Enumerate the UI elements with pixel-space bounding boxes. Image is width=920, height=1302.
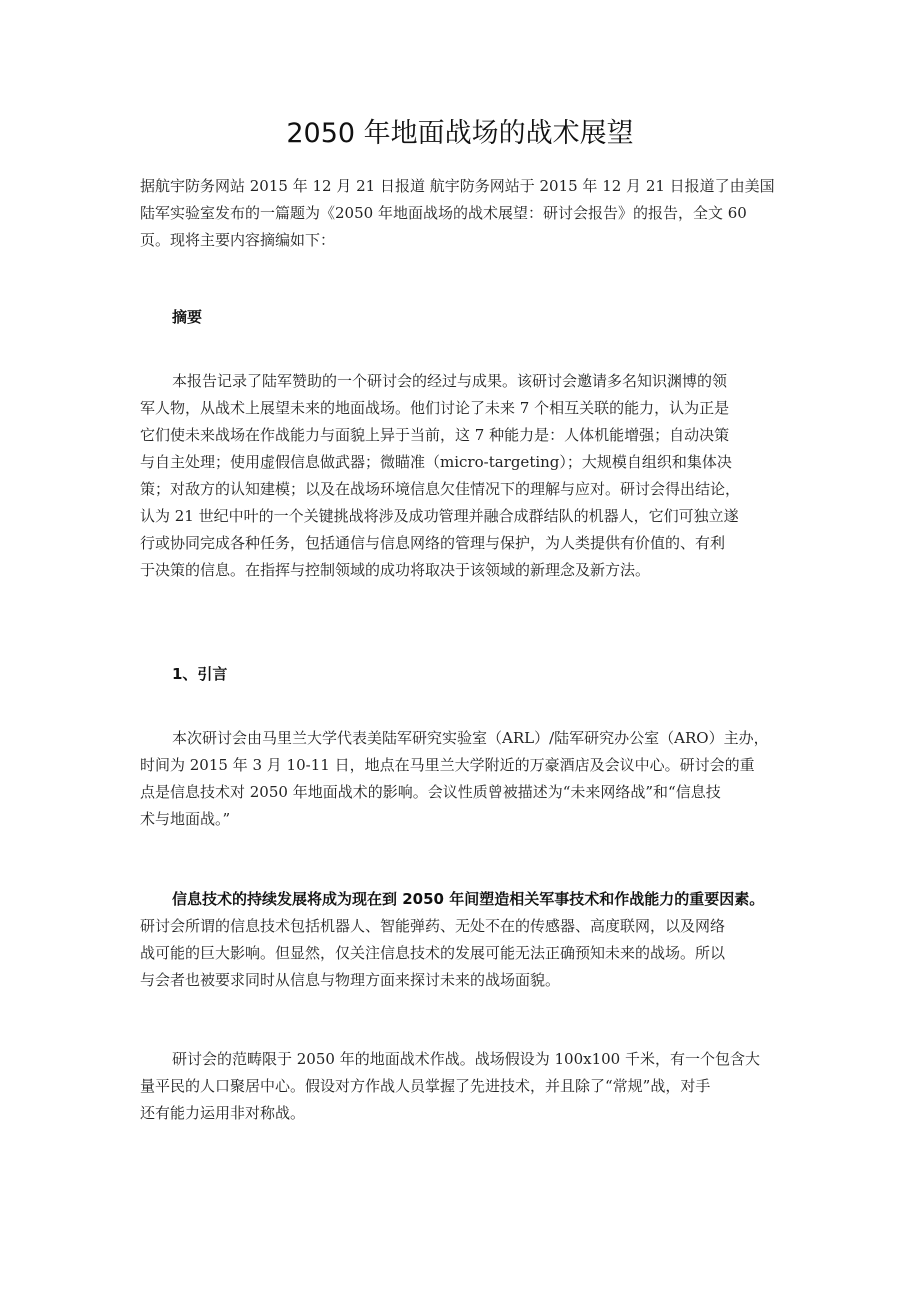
intro-line: 据航宇防务网站 2015 年 12 月 21 日报道 航宇防务网站于 2015 年 12 月 21 日报道了由美国 [140,177,775,195]
section3-paragraph [140,1046,785,1127]
abstract-line: 于决策的信息。在指挥与控制领域的成功将取决于该领域的新理念及新方法。 [140,561,651,579]
document-title: 2050 年地面战场的战术展望 [286,118,634,149]
abstract-paragraph [140,368,785,584]
section2-bold-line: 信息技术的持续发展将成为现在到 2050 年间塑造相关军事技术和作战能力的重要因素。 [172,890,765,908]
section1-line: 术与地面战。” [140,810,231,828]
abstract-line: 与自主处理；使用虚假信息做武器；微瞄准（micro-targeting）；大规模自组织和集体决 [140,453,732,471]
intro-line: 页。现将主要内容摘编如下： [140,231,336,249]
heading-introduction: 1、引言 [172,665,228,683]
section1-line: 本次研讨会由马里兰大学代表美陆军研究实验室（ARL）/陆军研究办公室（ARO）主办， [172,729,769,747]
abstract-line: 本报告记录了陆军赞助的一个研讨会的经过与成果。该研讨会邀请多名知识渊博的领 [172,372,728,390]
intro-paragraph [140,173,785,254]
section1-paragraph [140,725,785,833]
section3-line: 研讨会的范畴限于 2050 年的地面战术作战。战场假设为 100x100 千米，有一个包含大 [172,1050,760,1068]
section3-line: 还有能力运用非对称战。 [140,1104,306,1122]
section2-line: 战可能的巨大影响。但显然，仅关注信息技术的发展可能无法正确预知未来的战场。所以 [140,944,726,962]
section2-paragraph [140,886,785,994]
abstract-line: 行或协同完成各种任务，包括通信与信息网络的管理与保护，为人类提供有价值的、有利 [140,534,726,552]
section2-line: 与会者也被要求同时从信息与物理方面来探讨未来的战场面貌。 [140,971,561,989]
intro-line: 陆军实验室发布的一篇题为《2050 年地面战场的战术展望：研讨会报告》的报告，全文 60 [140,204,747,222]
abstract-line: 军人物，从战术上展望未来的地面战场。他们讨论了未来 7 个相互关联的能力，认为正是 [140,399,730,417]
abstract-line: 策；对敌方的认知建模；以及在战场环境信息欠佳情况下的理解与应对。研讨会得出结论， [140,480,741,498]
section1-line: 点是信息技术对 2050 年地面战术的影响。会议性质曾被描述为“未来网络战”和“信息技 [140,783,721,801]
section1-line: 时间为 2015 年 3 月 10-11 日，地点在马里兰大学附近的万豪酒店及会议中心。研讨会的重 [140,756,755,774]
abstract-line: 它们使未来战场在作战能力与面貌上异于当前，这 7 种能力是：人体机能增强；自动决策 [140,426,730,444]
heading-abstract: 摘要 [172,308,203,326]
section3-line: 量平民的人口聚居中心。假设对方作战人员掌握了先进技术，并且除了“常规”战，对手 [140,1077,711,1095]
section2-line: 研讨会所谓的信息技术包括机器人、智能弹药、无处不在的传感器、高度联网，以及网络 [140,917,726,935]
abstract-line: 认为 21 世纪中叶的一个关键挑战将涉及成功管理并融合成群结队的机器人，它们可独立遂 [140,507,739,525]
